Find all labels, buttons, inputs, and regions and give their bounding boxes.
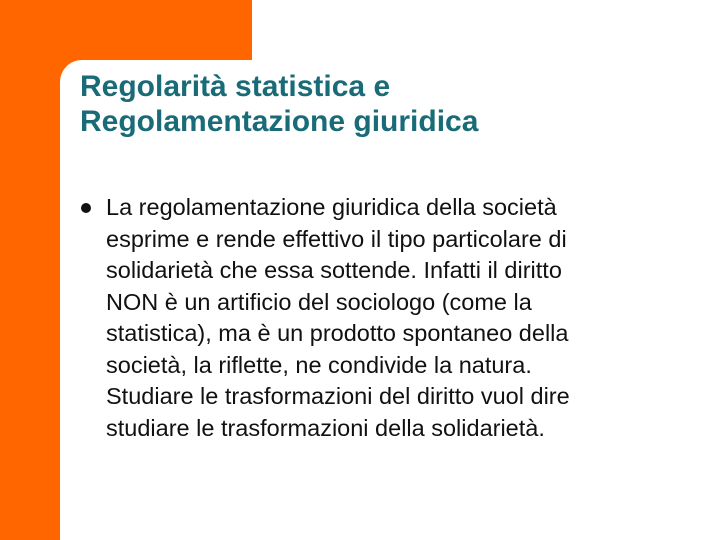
bullet-line-4: NON è un artificio del sociologo (come la (106, 288, 532, 315)
bullet-line-5: statistica), ma è un prodotto spontaneo della (106, 320, 569, 346)
title-line-1: Regolarità statistica e (80, 70, 391, 103)
bullet-line-2: esprime e rende effettivo il tipo particolare di (106, 225, 567, 252)
slide-title (80, 69, 700, 139)
bullet-line-6: società, la riflette, ne condivide la natura. (106, 351, 532, 378)
bullet-paragraph (106, 192, 706, 444)
bullet-dot-icon (81, 203, 91, 213)
bullet-line-3: solidarietà che essa sottende. Infatti il diritto (106, 257, 562, 283)
bullet-line-8: studiare le trasformazioni della solidarietà. (106, 414, 545, 441)
bullet-line-1: La regolamentazione giuridica della società (106, 194, 557, 220)
bullet-line-7: Studiare le trasformazioni del diritto vuol dire (106, 383, 570, 409)
title-line-2: Regolamentazione giuridica (80, 105, 479, 138)
